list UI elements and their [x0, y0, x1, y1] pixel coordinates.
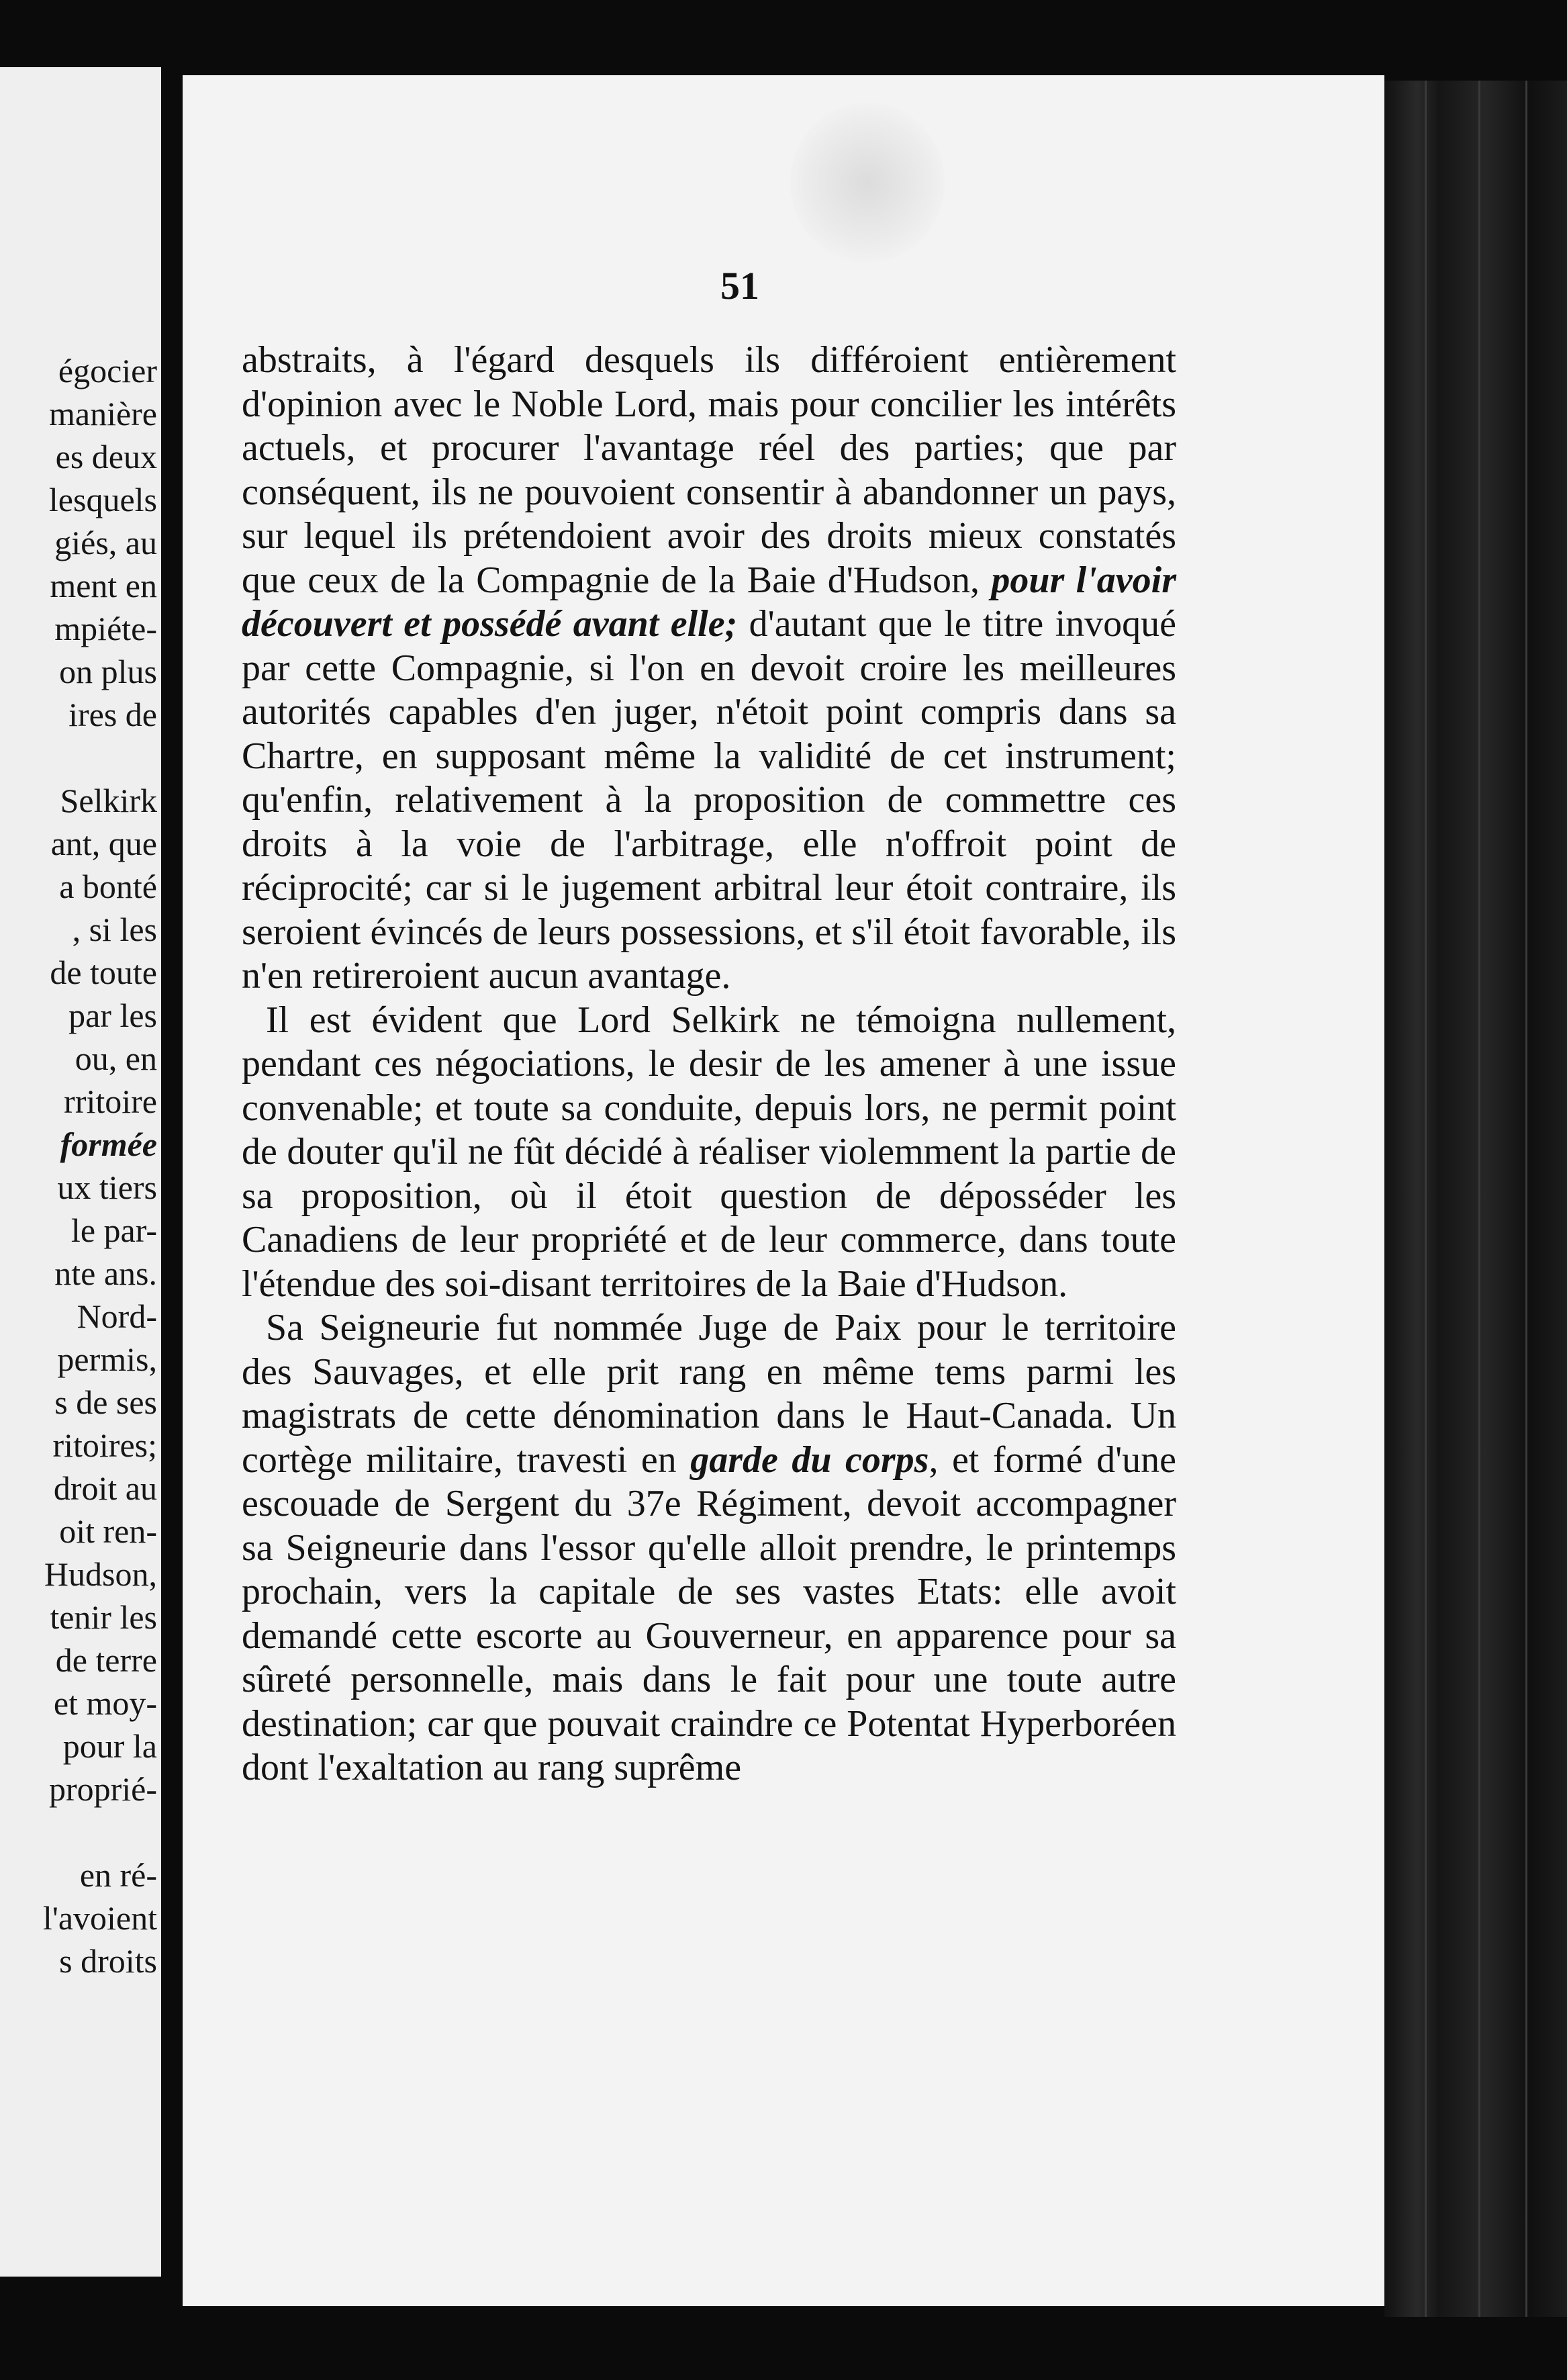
text-run: d'autant que le titre invoqué par cette Compagnie, si l'on en devoit croire les meilleures autorités capables d'en juger, n'étoit point compris dans sa Chartre, en supposant même la validité de cet instrument; qu'enfin, relativement à la proposition de commettre ces droits à la voie de l'arbitrage, elle n'offroit point de réciprocité; car si le jugement arbitral leur étoit contraire, ils seroient évincés de leurs possessions, et s'il étoit favorable, ils n'en retireroient aucun avantage.	[242, 603, 1177, 997]
book-page	[183, 75, 1384, 2306]
left-page-line: s droits	[59, 1942, 157, 1980]
left-page-line: mpiéte-	[54, 610, 157, 647]
left-page-line: rritoire	[64, 1083, 157, 1120]
book-edge	[1384, 81, 1567, 2317]
left-page-line: formée	[60, 1126, 157, 1163]
left-page-line: Selkirk	[60, 782, 157, 819]
left-page-line: , si les	[72, 911, 157, 948]
paper-stain	[790, 102, 945, 263]
left-page-line: égocier	[58, 352, 157, 390]
left-page-line: s de ses	[54, 1383, 157, 1421]
left-page-line: proprié-	[48, 1770, 157, 1808]
left-page-line: le par-	[70, 1211, 157, 1249]
left-page-line: ritoires;	[52, 1426, 157, 1464]
left-page-line: permis,	[57, 1340, 157, 1378]
facing-page-left	[0, 67, 161, 2277]
left-page-line: ou, en	[75, 1040, 157, 1077]
left-page-line: nte ans.	[54, 1254, 157, 1292]
left-page-line: es deux	[55, 438, 157, 475]
left-page-line: en ré-	[79, 1856, 157, 1894]
paragraph	[242, 1306, 1176, 1790]
left-page-line: ires de	[68, 696, 157, 733]
left-page-line: Nord-	[77, 1297, 157, 1335]
text-run: , et formé d'une escouade de Sergent du 37e Régiment, devoit accompagner sa Seigneurie dans l'essor qu'elle alloit prendre, le printemps prochain, vers la capitale de ses vastes Etats: elle avoit demandé cette escorte au Gouverneur, en apparence pour sa sûreté personnelle, mais dans le fait pour une toute autre destination; car que pouvait craindre ce Potentat Hyperboréen dont l'exaltation au rang suprême	[242, 1438, 1177, 1788]
paragraph	[242, 999, 1176, 1307]
left-page-line: giés, au	[54, 524, 157, 561]
left-page-line: ant, que	[50, 825, 157, 862]
left-page-line: Hudson,	[44, 1555, 157, 1593]
left-page-line: on plus	[59, 653, 157, 690]
left-page-line: ux tiers	[57, 1169, 157, 1206]
italic-text: garde du corps	[690, 1438, 929, 1481]
left-page-line: l'avoient	[42, 1899, 157, 1937]
body-text	[242, 338, 1176, 1790]
left-page-line: lesquels	[48, 481, 157, 518]
left-page-line: droit au	[53, 1469, 157, 1507]
left-page-line: ment en	[50, 567, 157, 604]
italic-text: pour l'avoir découvert et possédé avant elle;	[242, 559, 1177, 645]
left-page-line: de terre	[55, 1641, 157, 1679]
text-run: abstraits, à l'égard desquels ils différoient entièrement d'opinion avec le Noble Lord, mais pour concilier les intérêts actuels, et procurer l'avantage réel des parties; que par conséquent, ils ne pouvoient consentir à abandonner un pays, sur lequel ils prétendoient avoir des droits mieux constatés que ceux de la Compagnie de la Baie d'Hudson,	[242, 339, 1176, 601]
paragraph	[242, 338, 1176, 999]
left-page-line: a bonté	[59, 868, 157, 905]
text-run: Il est évident que Lord Selkirk ne témoigna nullement, pendant ces négociations, le desir de les amener à une issue convenable; et toute sa conduite, depuis lors, ne permit point de douter qu'il ne fût décidé à réaliser violemment la partie de sa proposition, où il étoit question de déposséder les Canadiens de leur propriété et de leur commerce, dans toute l'étendue des soi-disant territoires de la Baie d'Hudson.	[242, 999, 1176, 1305]
left-page-line: par les	[68, 997, 157, 1034]
left-page-line: tenir les	[50, 1598, 157, 1636]
left-page-line: pour la	[62, 1727, 157, 1765]
left-page-line: oit ren-	[59, 1512, 157, 1550]
left-page-line: de toute	[50, 954, 157, 991]
left-page-line: manière	[48, 395, 157, 432]
page-number: 51	[720, 264, 759, 308]
left-page-line: et moy-	[53, 1684, 157, 1722]
text-run: Sa Seigneurie fut nommée Juge de Paix pour le territoire des Sauvages, et elle prit rang en même tems parmi les magistrats de cette dénomination dans le Haut-Canada. Un cortège militaire, travesti en	[242, 1307, 1176, 1481]
